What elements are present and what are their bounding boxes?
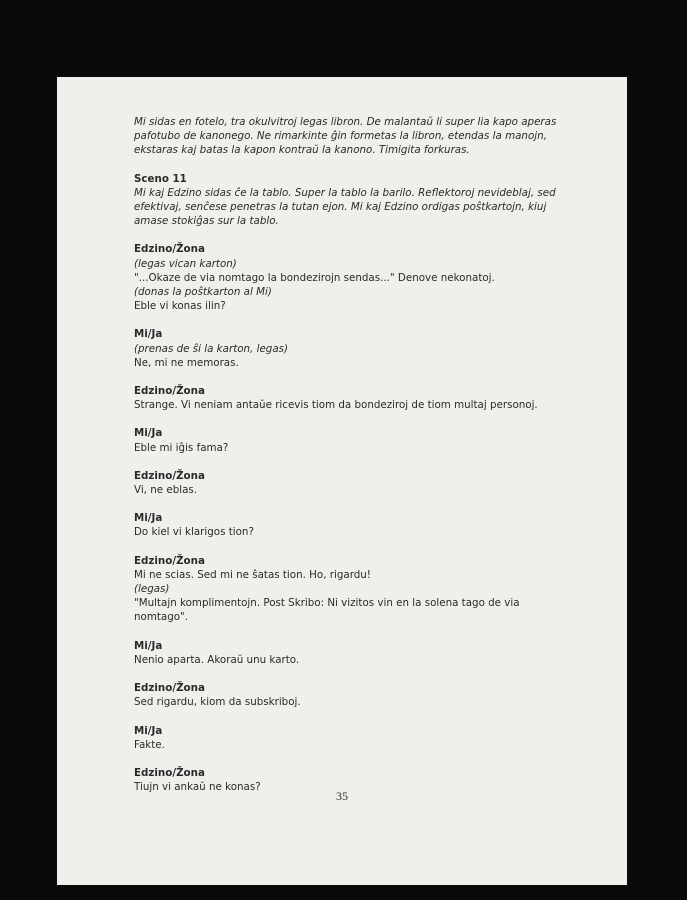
dialogue-line: Eble vi konas ilin?: [134, 300, 226, 313]
dialogue-line: Nenio aparta. Akoraŭ unu karto.: [134, 653, 300, 666]
dialogue-line: Strange. Vi neniam antaŭe ricevis tiom da bondeziroj de tiom multaj personoj.: [134, 399, 538, 412]
intro-paragraph: Mi sidas en fotelo, tra okulvitroj legas libron. De malantaŭ li super lia kapo aperas pafotubo de kanonego. Ne rimarkinte ĝin formetas la libron, etendas la manojn, ekstaras kaj batas la kapon kontraŭ la kanono. Timigita forkuras.: [134, 116, 557, 157]
dialogue-line: "Multajn komplimentojn. Post Skribo: Ni vizitos vin en la solena tago de via nomtago".: [134, 597, 520, 624]
dialogue-line: Fakte.: [134, 738, 165, 751]
dialogue-line: Ne, mi ne memoras.: [134, 356, 239, 369]
dialogue-line: Mi ne scias. Sed mi ne ŝatas tion. Ho, rigardu!: [134, 568, 371, 581]
page-content: [134, 115, 574, 794]
stage-direction: (donas la poŝtkarton al Mi): [134, 286, 272, 299]
dialogue-line: Vi, ne eblas.: [134, 484, 198, 497]
scene-description: Mi kaj Edzino sidas ĉe la tablo. Super la tablo la barilo. Reflektoroj nevideblaj, sed efektivaj, senĉese penetras la tutan ejon. Mi kaj Edzino ordigas poŝtkartojn, kiuj amase stokiĝas sur la tablo.: [134, 186, 556, 228]
dialogue-line: "...Okaze de via nomtago la bondezirojn sendas..." Denove nekonatoj.: [134, 271, 495, 284]
speaker-name: Mi/Ja: [134, 724, 163, 737]
dialogue: [134, 228, 574, 794]
speaker-name: Edzino/Žona: [134, 554, 205, 567]
speaker-name: Mi/Ja: [134, 427, 163, 440]
speaker-name: Edzino/Žona: [134, 766, 205, 779]
stage-direction: (prenas de ŝi la karton, legas): [134, 342, 289, 355]
speaker-name: Mi/Ja: [134, 512, 163, 525]
dialogue-line: Do kiel vi klarigos tion?: [134, 526, 254, 539]
dialogue-line: Sed rigardu, kiom da subskriboj.: [134, 696, 301, 709]
page-number: 35: [336, 789, 348, 803]
speaker-name: Mi/Ja: [134, 639, 163, 652]
speaker-name: Edzino/Žona: [134, 682, 205, 695]
scene-title: Sceno 11: [134, 172, 187, 185]
dialogue-line: Eble mi iĝis fama?: [134, 441, 229, 454]
speaker-name: Edzino/Žona: [134, 243, 205, 256]
speaker-name: Edzino/Žona: [134, 469, 205, 482]
stage-direction: (legas vican karton): [134, 257, 237, 270]
speaker-name: Edzino/Žona: [134, 385, 205, 398]
stage-direction: (legas): [134, 583, 170, 596]
speaker-name: Mi/Ja: [134, 328, 163, 341]
document-page: [57, 77, 627, 885]
dialogue-line: Tiujn vi ankaŭ ne konas?: [134, 781, 261, 794]
